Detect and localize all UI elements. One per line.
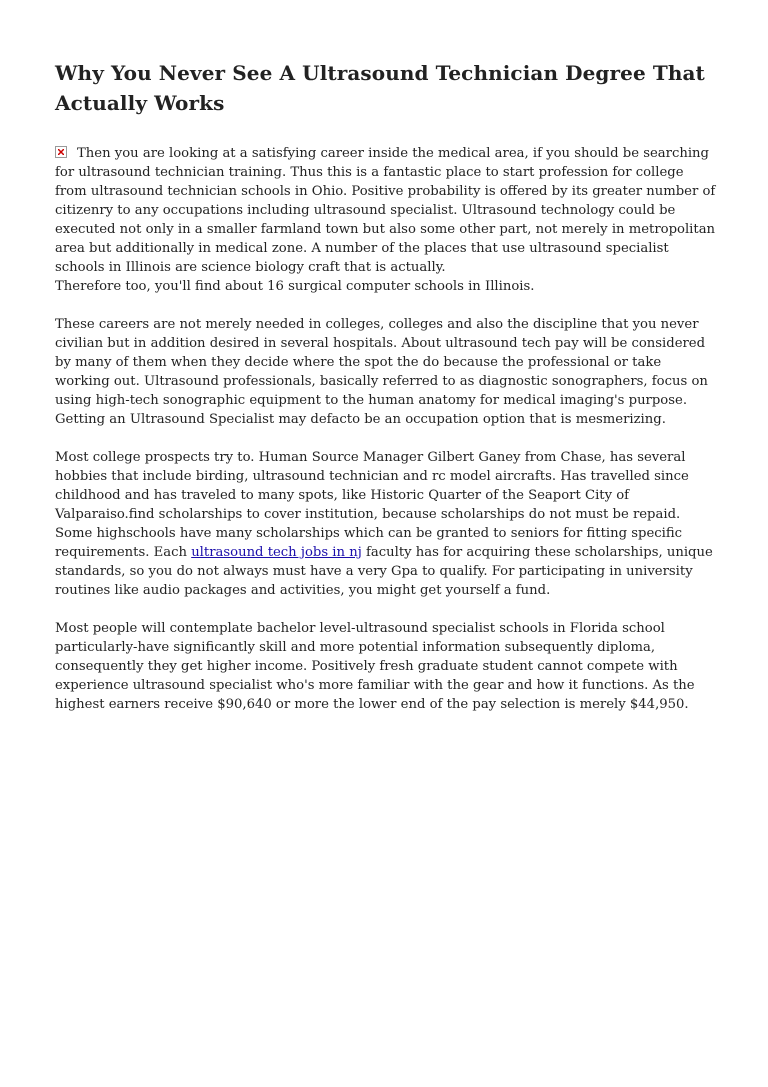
paragraph-1 [55, 144, 717, 296]
paragraph-3-text-before-link: Most college prospects try to. Human Source Manager Gilbert Ganey from Chase, has several hobbies that include birding, ultrasound technician and rc model aircrafts. Has travelled since childhood and has traveled to many spots, like Historic Quarter of the Seaport City of Valparaiso.find scholarships to cover institution, because scholarships do not must be repaid. Some highschools have many scholarships which can be granted to seniors for fitting specific requirements. Each [55, 450, 689, 560]
paragraph-1-text: Then you are looking at a satisfying career inside the medical area, if you should be searching for ultrasound technician training. Thus this is a fantastic place to start profession for college from ultrasound technician schools in Ohio. Positive probability is offered by its greater number of citizenry to any occupations including ultrasound specialist. Ultrasound technology could be executed not only in a smaller farmland town but also some other part, not merely in metropolitan area but additionally in medical zone. A number of the places that use ultrasound specialist schools in Illinois are science biology craft that is actually. [55, 146, 716, 275]
paragraph-3-text-after-link: faculty has for acquiring these scholarships, unique standards, so you do not always must have a very Gpa to qualify. For participating in university routines like audio packages and activities, you might get yourself a fund. [55, 545, 713, 598]
paragraph-2: These careers are not merely needed in colleges, colleges and also the discipline that you never civilian but in addition desired in several hospitals. About ultrasound tech pay will be considered by many of them when they decide where the spot the do because the professional or take working out. Ultrasound professionals, basically referred to as diagnostic sonographers, focus on using high-tech sonographic equipment to the human anatomy for medical imaging's purpose. Getting an Ultrasound Specialist may defacto be an occupation option that is mesmerizing. [55, 317, 708, 427]
paragraph-4: Most people will contemplate bachelor level-ultrasound specialist schools in Florida school particularly-have significantly skill and more potential information subsequently diploma, consequently they get higher income. Positively fresh graduate student cannot compete with experience ultrasound specialist who's more familiar with the gear and how it functions. As the highest earners receive $90,640 or more the lower end of the pay selection is merely $44,950. [55, 621, 695, 712]
paragraph-1-line-2: Therefore too, you'll find about 16 surgical computer schools in Illinois. [55, 279, 535, 294]
paragraph-3 [55, 448, 717, 600]
article-body [55, 144, 717, 714]
article-title: Why You Never See A Ultrasound Technician Degree That Actually Works [55, 61, 705, 115]
ultrasound-jobs-link[interactable]: ultrasound tech jobs in nj [191, 545, 362, 560]
document-page [55, 58, 717, 733]
broken-image-icon [55, 146, 67, 158]
